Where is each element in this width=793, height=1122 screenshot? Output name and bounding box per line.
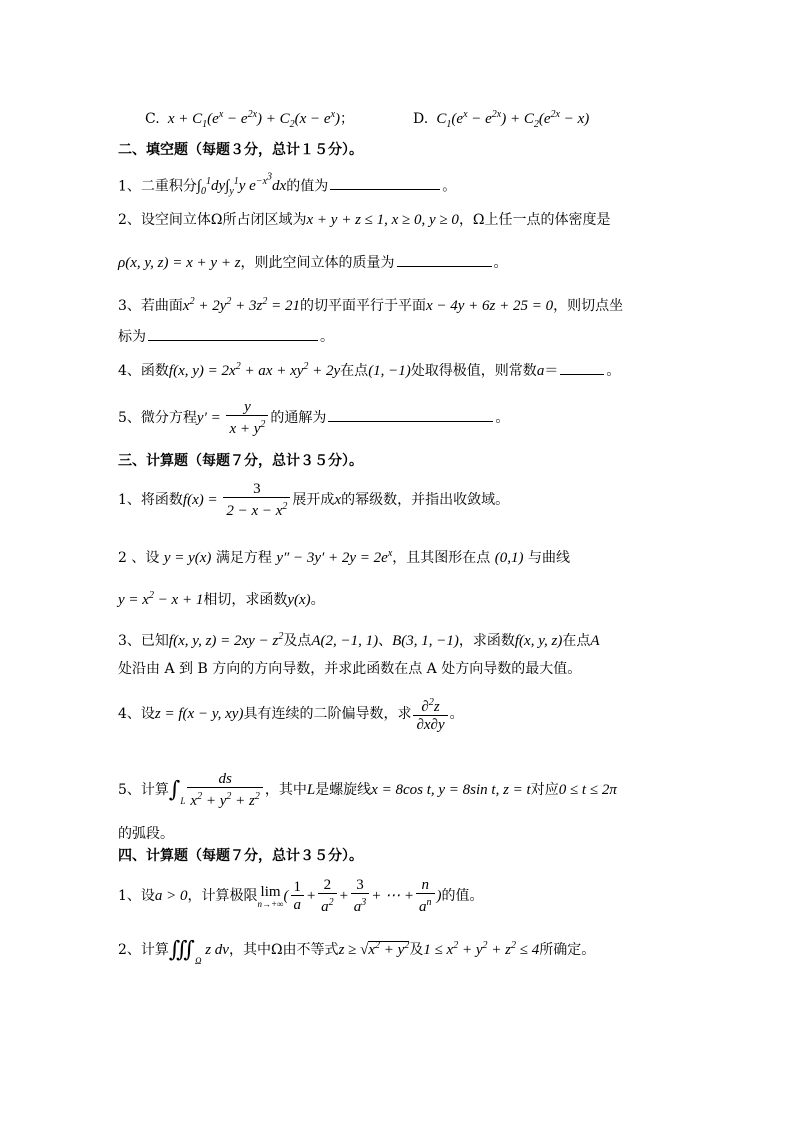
section4-heading: 四、计算题（每题７分，总计３５分）。 bbox=[118, 848, 363, 864]
s2-q3-line1: 3、若曲面$x^2 + 2y^2 + 3z^2 = 21$的切平面平行于平面x − 4y + 6z + 25 = 0，则切点坐 bbox=[118, 296, 624, 314]
s3-q4: 4、设z = f(x − y, xy)具有连续的二阶偏导数，求 $\frac{\partial^2z}{\partial x\partial y}$ 。 bbox=[118, 697, 464, 734]
s3-q5-line2: 的弧段。 bbox=[118, 826, 174, 842]
s3-q3-point-b: B(3, 1, −1) bbox=[392, 633, 459, 649]
option-d bbox=[413, 105, 589, 135]
s3-q3-point-a: A(2, −1, 1) bbox=[311, 633, 379, 649]
s2-q2-line2: ρ(x, y, z) = x + y + z，则此空间立体的质量为 。 bbox=[118, 252, 508, 273]
option-c-formula: $x + C_1(e^x - e^{2x}) + C_2(x - e^x)$ bbox=[164, 109, 341, 130]
s2-q4-const: a bbox=[536, 363, 545, 379]
s2-q1-suffix: 的值为 bbox=[286, 178, 329, 195]
s2-q1-blank bbox=[330, 175, 440, 190]
s2-q3-line2: 标为 。 bbox=[118, 326, 334, 347]
s3-q4-derivative: $\frac{\partial^2z}{\partial x\partial y}$ bbox=[411, 706, 449, 722]
s3-q5-helix: x = 8cos t, y = 8sin t, z = t bbox=[371, 782, 531, 798]
s2-q5-equation: y′ = $\frac{y}{x + y^2}$ bbox=[197, 410, 271, 426]
s2-q2-region: x + y + z ≤ 1, x ≥ 0, y ≥ 0 bbox=[306, 212, 459, 228]
s3-q2-point: (0,1) bbox=[494, 550, 524, 566]
s3-q2-equation: $y'' - 3y' + 2y = 2e^x$ bbox=[276, 548, 393, 566]
s4-q2-integral: $∭_\Omega$ z dv bbox=[168, 937, 229, 966]
option-d-label: D. bbox=[413, 111, 429, 127]
s2-q3-plane: x − 4y + 6z + 25 = 0 bbox=[425, 298, 554, 314]
s2-q3-surface: $x^2 + 2y^2 + 3z^2 = 21$ bbox=[182, 296, 300, 314]
s4-q2-inequality2: $1 \le x^2 + y^2 + z^2 \le 4$ bbox=[423, 940, 540, 958]
s3-q2-line1: 2 、设 y = y(x) 满足方程 $y'' - 3y' + 2y = 2e^x$，且其图形在点 (0,1) 与曲线 bbox=[118, 548, 570, 566]
section3-heading: 三、计算题（每题７分，总计３５分）。 bbox=[118, 453, 363, 469]
s2-q5: 5、微分方程y′ = $\frac{y}{x + y^2}$ 的通解为 。 bbox=[118, 399, 510, 438]
s2-q4: 4、函数f(x, $y) = 2x^2$ + ax + $xy^2 + 2y$在点(1, −1)处取得极值，则常数a＝ 。 bbox=[118, 361, 621, 379]
s3-q2-line2: $y = x^2 - x + 1$相切，求函数y(x)。 bbox=[118, 590, 325, 608]
s2-q4-function: f(x, $y) = 2x^2$ + ax + $xy^2 + 2y$ bbox=[168, 361, 341, 379]
s3-q5-range: 0 ≤ t ≤ 2π bbox=[558, 782, 617, 798]
s3-q1: 1、将函数f(x) = $\frac{3}{2 - x - x^2}$ 展开成x的幂级数，并指出收敛域。 bbox=[118, 481, 510, 520]
s3-q1-function: f(x) = $\frac{3}{2 - x - x^2}$ bbox=[183, 492, 293, 508]
s4-q2: 2、计算$∭_\Omega$ z dv，其中Ω由不等式$z \ge √x^2 + y^2$及$1 \le x^2 + y^2 + z^2 \le 4$所确定。 bbox=[118, 937, 596, 966]
s2-q5-blank bbox=[328, 407, 493, 422]
s2-q1-prefix: 1、二重积分 bbox=[118, 178, 197, 195]
s2-q4-point: (1, −1) bbox=[368, 363, 411, 379]
s2-q4-blank bbox=[560, 360, 604, 375]
s2-q2-density: ρ(x, y, z) = x + y + z bbox=[118, 255, 241, 271]
option-d-formula: $C_1(e^x - e^{2x}) + C_2(e^{2x} - x)$ bbox=[432, 109, 590, 130]
s3-q2-curve: $y = x^2 - x + 1$ bbox=[118, 590, 204, 608]
section2-heading: 二、填空题（每题３分，总计１５分）。 bbox=[118, 142, 363, 158]
s3-q2-y: y = y(x) bbox=[163, 550, 212, 566]
s2-q3-blank bbox=[148, 326, 318, 341]
s4-q1-condition: a > 0 bbox=[154, 888, 188, 904]
s4-q2-inequality1: $z \ge √x^2 + y^2$ bbox=[338, 940, 410, 958]
s3-q3-line1: 3、已知f(x, y, $z) = 2xy - z^2$及点A(2, −1, 1)、B(3, 1, −1)，求函数f(x, y, z)在点A bbox=[118, 631, 600, 649]
s3-q4-function: z = f(x − y, xy) bbox=[154, 706, 244, 722]
s3-q5-line1: 5、计算$\int_L$ $\frac{ds}{x^2 + y^2 + z^2}$ ，其中L是螺旋线x = 8cos t, y = 8sin t, z = t对应0 ≤ t ≤ 2π bbox=[118, 771, 617, 810]
option-c: C. $x + C_1(e^x - e^{2x}) + C_2(x - e^x)$； bbox=[145, 109, 355, 130]
s2-q1: 1、二重积分$\int_0^1dy\int_y^1y$ $e^{-x^3}dx$的值为 。 bbox=[118, 172, 457, 198]
s2-q1-formula: $\int_0^1dy\int_y^1y$ $e^{-x^3}dx$ bbox=[196, 172, 287, 198]
s4-q1-limit: lim n→+∞ ( $\frac{1}{a}$ + $\frac{2}{a^2}$ + $\frac{3}{a^3}$ + ⋯ + $\frac{n}{a^n}$ ) bbox=[257, 877, 442, 916]
s3-q3-line2: 处沿由 A 到 B 方向的方向导数，并求此函数在点 A 处方向导数的最大值。 bbox=[118, 661, 582, 677]
s3-q5-integral: $\int_L$ $\frac{ds}{x^2 + y^2 + z^2}$ bbox=[169, 782, 265, 798]
s4-q1: 1、设a > 0，计算极限 lim n→+∞ ( $\frac{1}{a}$ + $\frac{2}{a^2}$ + $\frac{3}{a^3}$ + ⋯ + $\frac{n}{a^n}$ )的值。 bbox=[118, 877, 484, 916]
s3-q3-function: f(x, y, $z) = 2xy - z^2$ bbox=[168, 631, 284, 649]
s2-q2-line1: 2、设空间立体Ω所占闭区域为x + y + z ≤ 1, x ≥ 0, y ≥ 0，Ω上任一点的体密度是 bbox=[118, 212, 611, 228]
option-c-label: C. bbox=[145, 111, 160, 127]
s2-q2-blank bbox=[397, 252, 492, 267]
